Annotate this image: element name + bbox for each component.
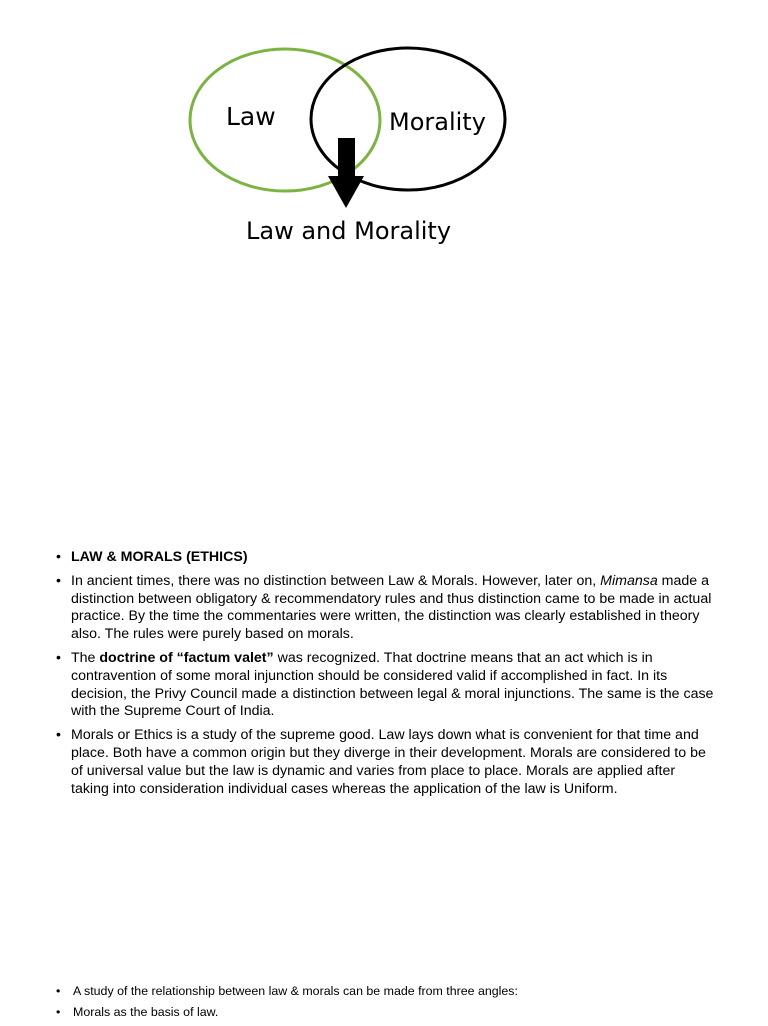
bullet-dot: • [56, 984, 61, 998]
list-item-factum-valet [54, 650, 714, 721]
bullet-dot: • [56, 649, 61, 666]
bullet-dot: • [56, 727, 61, 744]
paragraph-text: was recognized. That doctrine means that an act which is in contravention of some moral injunction should be considered valid if accomplished in fact. In its decision, the Privy Council made a distinction between legal & moral injunctions. The same is the case with the Supreme Court of India. [71, 649, 714, 720]
morality-circle-label: Morality [389, 108, 486, 136]
paragraph-text: Morals as the basis of law. [73, 1005, 219, 1019]
bullet-dot: • [56, 1005, 61, 1019]
diagram-caption: Law and Morality [246, 217, 452, 245]
list-item-morals-basis [54, 1005, 714, 1020]
bullet-dot: • [56, 549, 61, 565]
law-morality-diagram [0, 0, 768, 260]
italic-term-mimansa: Mimansa [600, 572, 658, 589]
list-item-ancient-times [54, 573, 714, 644]
list-item-morals-ethics [54, 727, 714, 798]
paragraph-text: Morals or Ethics is a study of the supreme good. Law lays down what is convenient for that time and place. Both have a common origin but they diverge in their development. Morals are considered to be of universal value but the law is dynamic and varies from place to place. Morals are applied after taking into consideration individual cases whereas the application of the law is Uniform. [71, 727, 706, 797]
section-heading: LAW & MORALS (ETHICS) [71, 549, 248, 565]
list-item-three-angles [54, 984, 714, 999]
tail-bullet-list [54, 984, 714, 1026]
paragraph-text: A study of the relationship between law & morals can be made from three angles: [73, 984, 518, 998]
list-item-heading [54, 549, 714, 567]
bold-term-factum-valet: doctrine of “factum valet” [99, 649, 274, 666]
main-bullet-list [54, 549, 714, 804]
law-circle-label: Law [226, 102, 276, 131]
paragraph-text: made a distinction between obligatory & recommendatory rules and thus distinction came to be made in actual practice. By the time the commentaries were written, the distinction was clearly established in theory also. The rules were purely based on morals. [71, 572, 712, 643]
down-arrow-icon [328, 138, 364, 208]
bullet-dot: • [56, 572, 61, 589]
paragraph-text: The [71, 649, 100, 666]
paragraph-text: In ancient times, there was no distinction between Law & Morals. However, later on, [71, 572, 601, 589]
